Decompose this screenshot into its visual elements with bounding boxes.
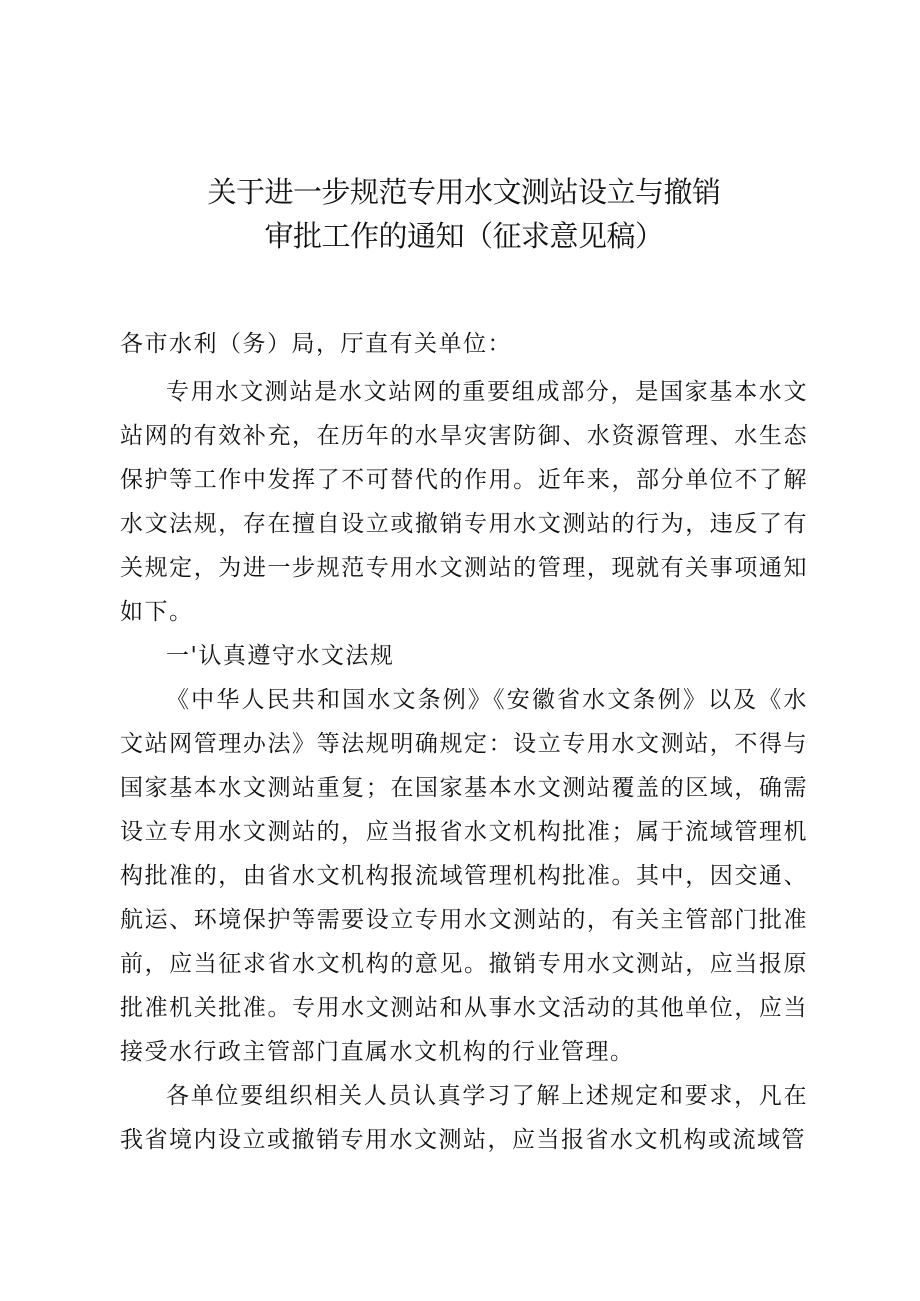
title-line-2: 审批工作的通知（征求意见稿）	[264, 219, 664, 253]
salutation: 各市水利（务）局，厅直有关单位：	[120, 331, 512, 357]
paragraph-intro: 专用水文测站是水文站网的重要组成部分，是国家基本水文站网的有效补充，在历年的水旱灾害防御、水资源管理、水生态保护等工作中发挥了不可替代的作用。近年来，部分单位不了解水文法规，存在擅自设立或撤销专用水文测站的行为，违反了有关规定，为进一步规范专用水文测站的管理，现就有关事项通知如下。	[120, 379, 808, 625]
paragraph-requirements: 各单位要组织相关人员认真学习了解上述规定和要求，凡在我省境内设立或撤销专用水文测站，应当报省水文机构或流域管	[120, 1083, 808, 1153]
title-line-1: 关于进一步规范专用水文测站设立与撤销	[207, 175, 721, 209]
document-title	[120, 170, 808, 258]
section-heading-1: 一'认真遵守水文法规	[166, 643, 395, 669]
paragraph-regulations: 《中华人民共和国水文条例》《安徽省水文条例》以及《水文站网管理办法》等法规明确规定：设立专用水文测站，不得与国家基本水文测站重复；在国家基本水文测站覆盖的区域，确需设立专用水文测站的，应当报省水文机构批准；属于流域管理机构批准的，由省水文机构报流域管理机构批准。其中，因交通、航运、环境保护等需要设立专用水文测站的，有关主管部门批准前，应当征求省水文机构的意见。撤销专用水文测站，应当报原批准机关批准。专用水文测站和从事水文活动的其他单位，应当接受水行政主管部门直属水文机构的行业管理。	[120, 687, 808, 1065]
